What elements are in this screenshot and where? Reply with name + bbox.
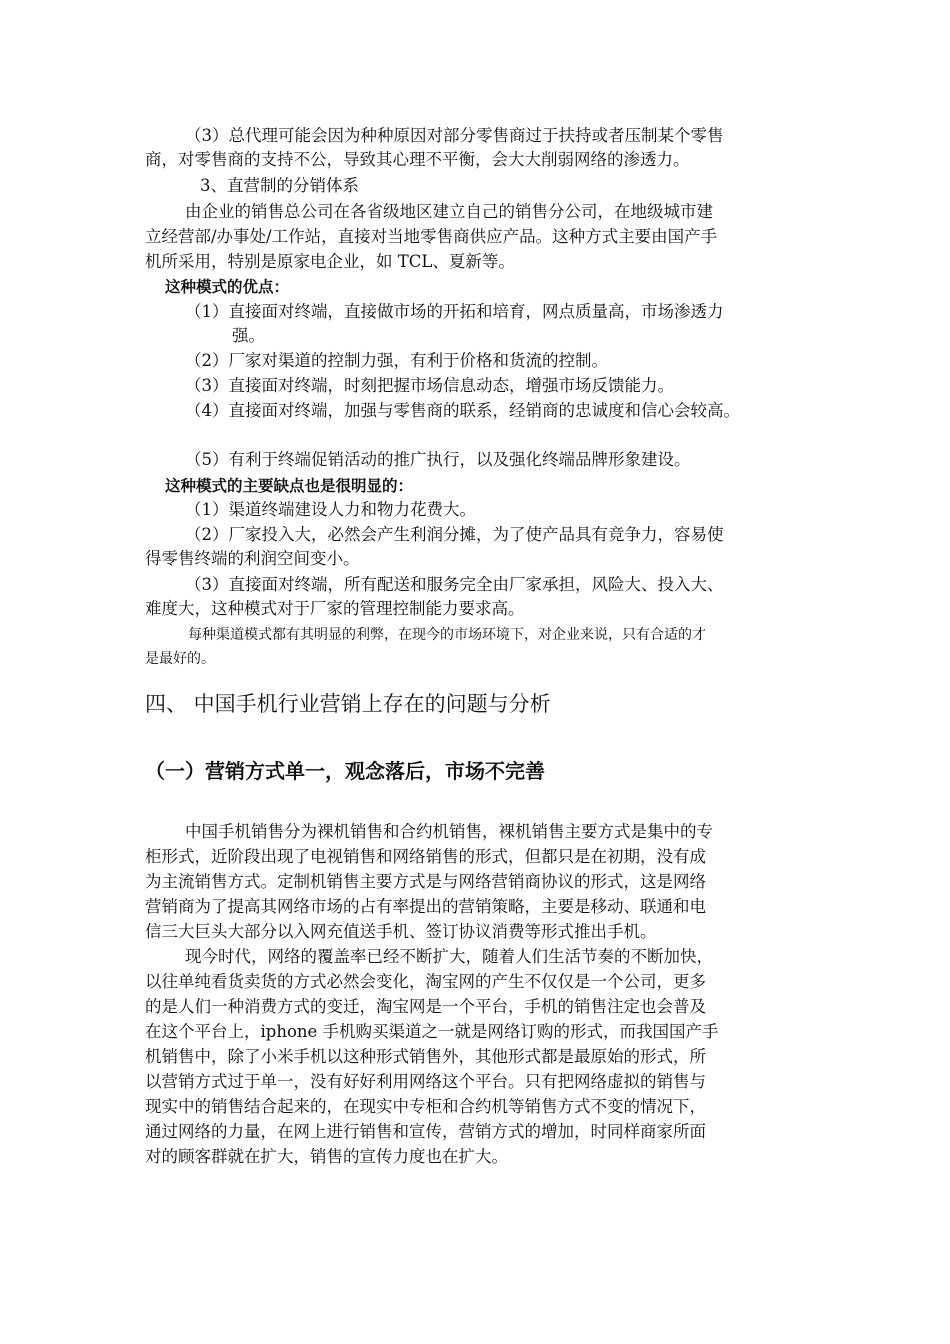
paragraph-line: 营销商为了提高其网络市场的占有率提出的营销策略，主要是移动、联通和电 [145,897,706,916]
section-subheading: 3、直营制的分销体系 [200,176,359,195]
section-heading: （一）营销方式单一，观念落后，市场不完善 [145,759,545,783]
paragraph-line: 的是人们一种消费方式的变迁，淘宝网是一个平台，手机的销售注定也会普及 [145,997,706,1016]
paragraph-line: 对的顾客群就在扩大，销售的宣传力度也在扩大。 [145,1147,508,1166]
paragraph-line: 立经营部/办事处/工作站，直接对当地零售商供应产品。这种方式主要由国产手 [145,227,718,246]
paragraph-line: 以营销方式过于单一，没有好好利用网络这个平台。只有把网络虚拟的销售与 [145,1072,706,1091]
paragraph-line: 中国手机销售分为裸机销售和合约机销售，裸机销售主要方式是集中的专 [185,822,713,841]
chapter-heading: 四、 中国手机行业营销上存在的问题与分析 [145,692,551,716]
list-item-continuation: 得零售终端的利润空间变小。 [145,549,360,568]
paragraph-line: 为主流销售方式。定制机销售主要方式是与网络营销商协议的形式，这是网络 [145,872,706,891]
paragraph-line: 现实中的销售结合起来的，在现实中专柜和合约机等销售方式不变的情况下， [145,1097,706,1116]
list-item: （2）厂家对渠道的控制力强，有利于价格和货流的控制。 [185,351,608,370]
paragraph-line: 信三大巨头大部分以入网充值送手机、签订协议消费等形式推出手机。 [145,922,657,941]
list-item: （1）渠道终端建设人力和物力花费大。 [185,500,476,519]
paragraph-line: 机所采用，特别是原家电企业，如 TCL、夏新等。 [145,252,515,271]
paragraph-line: 通过网络的力量，在网上进行销售和宣传，营销方式的增加，时同样商家所面 [145,1122,706,1141]
paragraph-line: 柜形式，近阶段出现了电视销售和网络销售的形式，但都只是在初期，没有成 [145,847,706,866]
list-item: （5）有利于终端促销活动的推广执行，以及强化终端品牌形象建设。 [185,450,691,469]
list-item-continuation: 强。 [232,326,265,345]
paragraph-line: （3）总代理可能会因为种种原因对部分零售商过于扶持或者压制某个零售 [185,126,724,145]
paragraph-line: 现今时代，网络的覆盖率已经不断扩大，随着人们生活节奏的不断加快， [185,947,713,966]
advantages-heading: 这种模式的优点： [165,278,290,296]
paragraph-line: 商，对零售商的支持不公，导致其心理不平衡，会大大削弱网络的渗透力。 [145,150,690,169]
list-item: （3）直接面对终端，所有配送和服务完全由厂家承担，风险大、投入大、 [185,575,724,594]
list-item: （1）直接面对终端，直接做市场的开拓和培育，网点质量高，市场渗透力 [185,302,724,321]
list-item: （4）直接面对终端，加强与零售商的联系，经销商的忠诚度和信心会较高。 [185,401,740,420]
summary-line: 每种渠道模式都有其明显的利弊，在现今的市场环境下，对企业来说，只有合适的才 [188,627,706,643]
paragraph-line: 机销售中，除了小米手机以这种形式销售外，其他形式都是最原始的形式，所 [145,1047,706,1066]
paragraph-line: 由企业的销售总公司在各省级地区建立自己的销售分公司，在地级城市建 [185,202,713,221]
summary-line: 是最好的。 [145,651,215,667]
list-item: （2）厂家投入大，必然会产生利润分摊，为了使产品具有竞争力，容易使 [185,525,724,544]
list-item: （3）直接面对终端，时刻把握市场信息动态，增强市场反馈能力。 [185,376,674,395]
list-item-continuation: 难度大，这种模式对于厂家的管理控制能力要求高。 [145,599,525,618]
disadvantages-heading: 这种模式的主要缺点也是很明显的： [165,477,414,495]
paragraph-line: 以往单纯看货卖货的方式必然会变化，淘宝网的产生不仅仅是一个公司，更多 [145,972,706,991]
paragraph-line: 在这个平台上，iphone 手机购买渠道之一就是网络订购的形式，而我国国产手 [145,1022,719,1041]
